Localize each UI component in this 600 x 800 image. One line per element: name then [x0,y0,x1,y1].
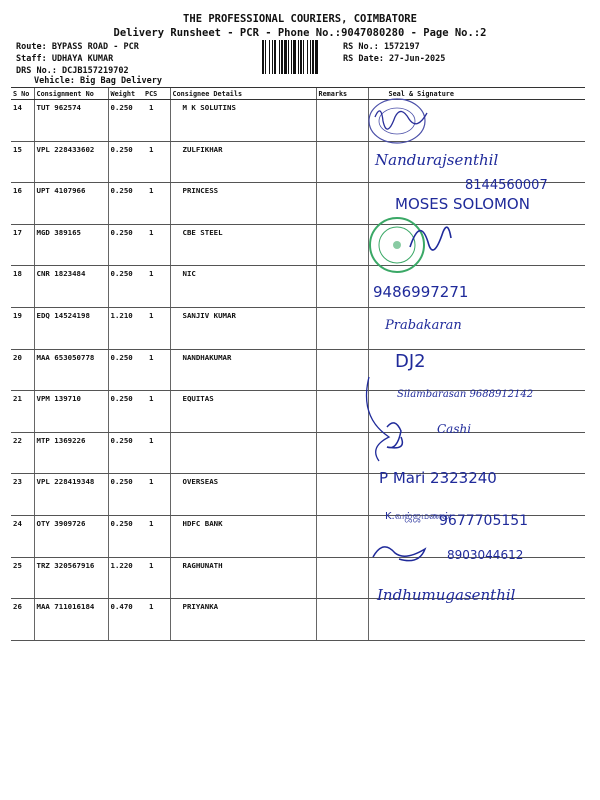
route-label: Route: BYPASS ROAD - PCR [16,42,139,52]
sig-row15: Nandurajsenthil [375,151,499,169]
cell-consignment: VPM 139710 [34,391,108,433]
cell-weight: 0.250 [108,100,143,142]
signature-layer [355,97,587,617]
cell-sno: 15 [11,141,34,183]
cell-consignee: CBE STEEL [170,224,316,266]
cell-consignment: MTP 1369226 [34,432,108,474]
seal-stamp-icon [369,99,425,143]
cell-sno: 23 [11,474,34,516]
cell-sno: 26 [11,599,34,641]
staff-label: Staff: UDHAYA KUMAR [16,54,114,64]
cell-weight: 0.250 [108,515,143,557]
sig-row20: DJ2 [395,351,426,372]
cell-consignment: TUT 962574 [34,100,108,142]
cell-consignment: VPL 228433602 [34,141,108,183]
cell-sno: 20 [11,349,34,391]
col-pcs: PCS [143,88,170,100]
cell-weight: 1.220 [108,557,143,599]
col-seal: Seal & Signature [368,88,585,100]
sig-row19: Prabakaran [385,318,462,333]
cell-consignment: MAA 711016184 [34,599,108,641]
col-consignee: Consignee Details [170,88,316,100]
barcode-bar [274,40,276,74]
cell-weight: 0.250 [108,141,143,183]
cell-weight: 0.250 [108,224,143,266]
col-consignment: Consignment No [34,88,108,100]
cell-pcs: 1 [143,307,170,349]
sig-row18: 9486997271 [373,283,469,301]
cell-pcs: 1 [143,183,170,225]
col-sno: S No [11,88,34,100]
cell-pcs: 1 [143,224,170,266]
cell-pcs: 1 [143,474,170,516]
barcode-bar [303,40,304,74]
cell-consignee: M K SOLUTINS [170,100,316,142]
signature-scribble [373,547,425,561]
barcode-bar [310,40,311,74]
cell-consignment: UPT 4107966 [34,183,108,225]
cell-weight: 0.250 [108,474,143,516]
cell-consignment: OTY 3909726 [34,515,108,557]
cell-consignee: PRIYANKA [170,599,316,641]
col-weight: Weight [108,88,143,100]
cell-consignment: TRZ 320567916 [34,557,108,599]
cell-pcs: 1 [143,266,170,308]
cell-consignee: EQUITAS [170,391,316,433]
barcode-bar [272,40,273,74]
cell-weight: 0.250 [108,391,143,433]
barcode-bar [288,40,289,74]
sig-row26: Indhumugasenthil [377,586,516,604]
barcode-bar [291,40,292,74]
cell-consignment: EDQ 14524198 [34,307,108,349]
cell-sno: 18 [11,266,34,308]
col-remarks: Remarks [316,88,368,100]
cell-weight: 0.250 [108,266,143,308]
runsheet-subtitle: Delivery Runsheet - PCR - Phone No.:9047080280 - Page No.:2 [113,27,487,39]
barcode-bar [315,40,318,74]
cell-pcs: 1 [143,599,170,641]
barcode-bar [298,40,299,74]
cell-sno: 25 [11,557,34,599]
barcode-bar [293,40,296,74]
barcode-bar [262,40,264,74]
signature-scribble [367,377,390,461]
cell-pcs: 1 [143,141,170,183]
barcode-bar [265,40,266,74]
cell-pcs: 1 [143,557,170,599]
cell-consignment: CNR 1823484 [34,266,108,308]
barcode-bar [281,40,283,74]
signature-scribble [410,227,451,250]
signature-scribble [387,423,402,448]
cell-sno: 24 [11,515,34,557]
cell-sno: 17 [11,224,34,266]
cell-weight: 1.210 [108,307,143,349]
sig-row23: P Mari 2323240 [379,469,497,487]
cell-consignment: VPL 228419348 [34,474,108,516]
barcode [262,40,336,74]
vehicle-label: Vehicle: Big Bag Delivery [34,76,162,86]
cell-pcs: 1 [143,515,170,557]
rs-date: RS Date: 27-Jun-2025 [343,54,446,64]
cell-consignee: NIC [170,266,316,308]
cell-consignee: OVERSEAS [170,474,316,516]
cell-pcs: 1 [143,391,170,433]
sig-row24-phone: 9677705151 [439,513,529,529]
cell-consignment: MGD 389165 [34,224,108,266]
cell-weight: 0.250 [108,183,143,225]
sig-row21: Silambarasan 9688912142 [397,389,534,400]
barcode-bar [284,40,287,74]
cell-pcs: 1 [143,349,170,391]
barcode-bar [279,40,280,74]
cell-weight: 0.250 [108,432,143,474]
sig-row24-name: K.வஜ்ஜமணன் [385,511,452,522]
sig-row22: Cashi [437,422,472,436]
cell-consignee: RAGHUNATH [170,557,316,599]
cell-pcs: 1 [143,432,170,474]
rs-number: RS No.: 1572197 [343,42,420,52]
cell-pcs: 1 [143,100,170,142]
company-title: THE PROFESSIONAL COURIERS, COIMBATORE [183,13,417,25]
barcode-bar [300,40,302,74]
barcode-bar [312,40,314,74]
cell-consignee: NANDHAKUMAR [170,349,316,391]
barcode-bar [269,40,270,74]
cell-weight: 0.250 [108,349,143,391]
sig-row25: 8903044612 [447,548,524,562]
cell-sno: 22 [11,432,34,474]
cell-consignment: MAA 653050778 [34,349,108,391]
cell-weight: 0.470 [108,599,143,641]
drs-number: DRS No.: DCJB157219702 [16,66,129,76]
barcode-bar [307,40,308,74]
sig-row16-name: MOSES SOLOMON [395,195,530,213]
sig-row16-phone: 8144560007 [465,178,548,193]
signature-scribble [375,111,427,129]
cell-consignee: SANJIV KUMAR [170,307,316,349]
cell-consignee [170,432,316,474]
cell-sno: 14 [11,100,34,142]
cell-consignee: HDFC BANK [170,515,316,557]
cell-consignee: PRINCESS [170,183,316,225]
green-seal-stamp-icon [370,218,424,272]
cell-consignee: ZULFIKHAR [170,141,316,183]
cell-sno: 21 [11,391,34,433]
cell-sno: 19 [11,307,34,349]
cell-sno: 16 [11,183,34,225]
